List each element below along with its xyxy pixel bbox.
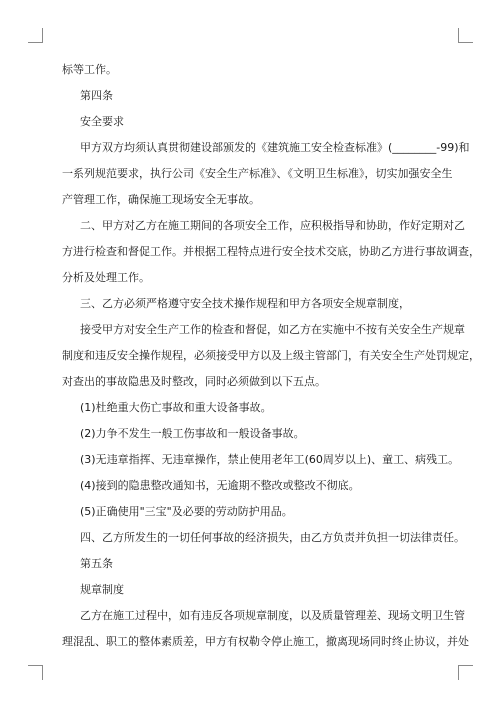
section-heading: 规章制度 bbox=[80, 583, 124, 596]
text-line: 接受甲方对安全生产工作的检查和督促，如乙方在实施中不按有关安全生产规章 bbox=[80, 323, 465, 336]
crop-mark-top-left bbox=[28, 28, 43, 43]
text-line: 甲方双方均须认真贯彻建设部颁发的《建筑施工安全检查标准》(________-99)和 bbox=[80, 141, 470, 154]
text-line: 产管理工作，确保施工现场安全无事故。 bbox=[62, 193, 260, 206]
text-line: 一系列规范要求，执行公司《安全生产标准》、《文明卫生标准》，切实加强安全生 bbox=[62, 167, 453, 180]
list-item: (5)正确使用"三宝"及必要的劳动防护用品。 bbox=[80, 505, 293, 518]
text-line: 方进行检查和督促工作。并根据工程特点进行安全技术交底，协助乙方进行事故调查， bbox=[62, 245, 480, 258]
document-body bbox=[62, 62, 480, 650]
list-item: (3)无违章指挥、无违章操作，禁止使用老年工(60周岁以上)、童工、病残工。 bbox=[80, 453, 460, 466]
list-item: (4)接到的隐患整改通知书，无逾期不整改或整改不彻底。 bbox=[80, 479, 360, 492]
crop-mark-bottom-left bbox=[28, 665, 43, 680]
crop-mark-bottom-right bbox=[458, 665, 473, 680]
text-line: 理混乱、职工的整体素质差，甲方有权勒令停止施工，撤离现场同时终止协议，并处 bbox=[62, 635, 469, 648]
text-line: 对查出的事故隐患及时整改，同时必须做到以下五点。 bbox=[62, 375, 326, 388]
crop-mark-top-right bbox=[458, 28, 473, 43]
article-heading: 第四条 bbox=[80, 89, 113, 102]
text-line: 四、乙方所发生的一切任何事故的经济损失，由乙方负责并负担一切法律责任。 bbox=[80, 531, 465, 544]
text-line: 标等工作。 bbox=[62, 63, 117, 76]
text-line: 乙方在施工过程中，如有违反各项规章制度，以及质量管理差、现场文明卫生管 bbox=[80, 609, 465, 622]
text-line: 二、甲方对乙方在施工期间的各项安全工作，应积极指导和协助，作好定期对乙 bbox=[80, 219, 465, 232]
list-item: (1)杜绝重大伤亡事故和重大设备事故。 bbox=[80, 401, 272, 414]
section-heading: 安全要求 bbox=[80, 115, 124, 128]
text-line: 制度和违反安全操作规程，必须接受甲方以及上级主管部门，有关安全生产处罚规定， bbox=[62, 349, 480, 362]
text-line: 三、乙方必须严格遵守安全技术操作规程和甲方各项安全规章制度， bbox=[80, 297, 410, 310]
article-heading: 第五条 bbox=[80, 557, 113, 570]
text-line: 分析及处理工作。 bbox=[62, 271, 150, 284]
list-item: (2)力争不发生一般工伤事故和一般设备事故。 bbox=[80, 427, 305, 440]
